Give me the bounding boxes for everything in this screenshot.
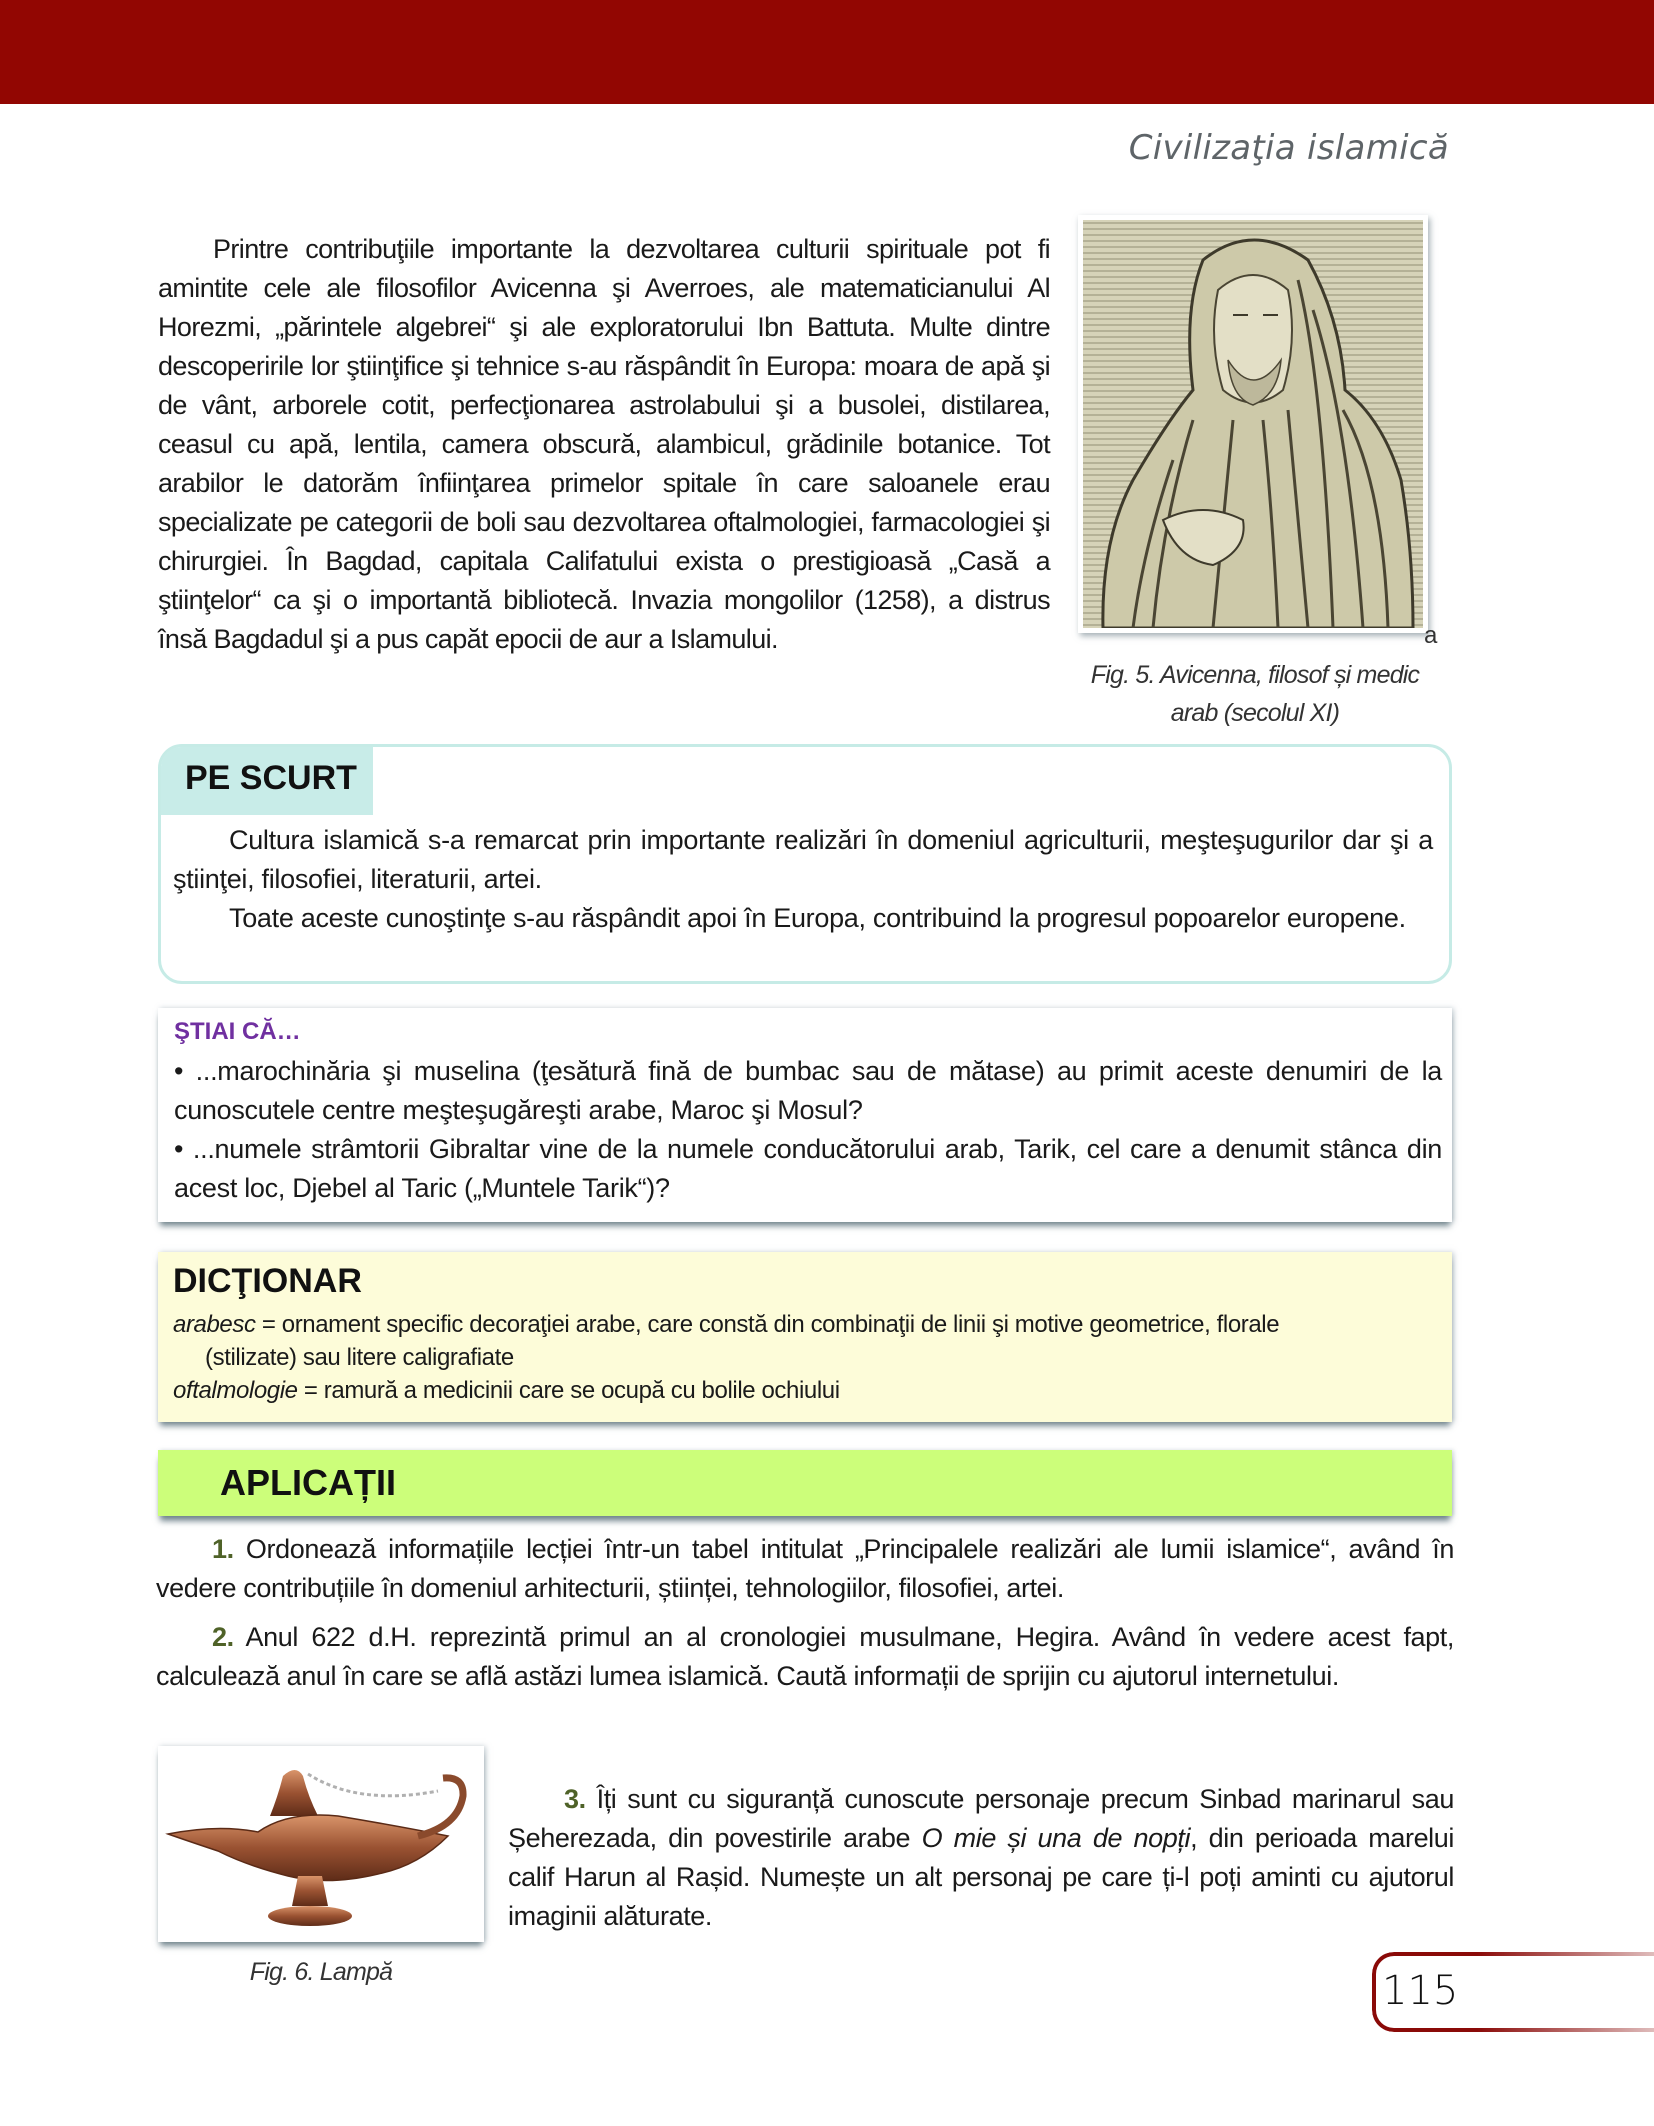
task-text: Ordonează informațiile lecției într-un tabel intitulat „Principalele realizări ale lumii islamice“, având în vedere contribuțiile în domeniul arhitecturii, științei, tehnologiilor, filosofiei, artei. (156, 1534, 1454, 1603)
intro-paragraph: Printre contribuţiile importante la dezvoltarea culturii spirituale pot fi amintite cele ale filosofilor Avicenna şi Averroes, ale matematicianului Al Horezmi, „părintele algebrei“ şi ale exploratorului Ibn Battuta. Multe dintre descoperirile lor ştiinţifice şi tehnice s-au răspândit în Europa: moara de apă şi de vânt, arborele cotit, perfecţionarea astrolabului şi a busolei, distilarea, ceasul cu apă, lentila, camera obscură, alambicul, grădinile botanice. Tot arabilor le datorăm înfiinţarea primelor spitale în care saloanele erau specializate pe categorii de boli sau dezvoltarea oftalmologiei, farmacologiei şi chirurgiei. În Bagdad, capitala Califatului exista o prestigioasă „Casă a ştiinţelor“ ca şi o importantă bibliotecă. Invazia mongolilor (1258), a distrus însă Bagdadul şi a pus capăt epocii de aur a Islamului. (158, 234, 1050, 654)
task-item (156, 1530, 1454, 1608)
avicenna-portrait-image (1083, 220, 1423, 628)
pe-scurt-box (158, 744, 1452, 984)
task-text: Îți sunt cu siguranță cunoscute personaje precum Sinbad marinarul sau Șeherezada, din povestirile arabe (508, 1784, 1454, 1853)
figure-5-caption-line2: arab (secolul XI) (1170, 699, 1340, 727)
header-bar (0, 0, 1654, 104)
task-number: 3. (564, 1784, 586, 1814)
dictionar-body (173, 1308, 1443, 1407)
task-item-3 (508, 1780, 1454, 1936)
pe-scurt-body (173, 821, 1433, 938)
page-number-box (1372, 1952, 1654, 2032)
stiai-ca-body (174, 1052, 1442, 1208)
dictionar-definition-continued: (stilizate) sau litere caligrafiate (205, 1344, 514, 1371)
pe-scurt-paragraph: Cultura islamică s-a remarcat prin importante realizări în domeniul agriculturii, meşteşugurilor dar şi a ştiinţei, filosofiei, literaturii, artei. (173, 825, 1433, 894)
task-text: , din perioada marelui calif Harun al Rașid. Numește un alt personaj pe care ți-l poți aminti cu ajutorul imaginii alăturate. (508, 1823, 1454, 1931)
figure-stray-letter: a (1424, 622, 1438, 649)
stiai-ca-box (158, 1008, 1452, 1222)
aplicatii-tasks (156, 1530, 1454, 1706)
pe-scurt-header (161, 747, 373, 815)
task-number: 1. (212, 1534, 234, 1564)
task-text: Anul 622 d.H. reprezintă primul an al cronologiei musulmane, Hegira. Având în vedere acest fapt, calculează anul în care se află astăzi lumea islamică. Caută informații de sprijin cu ajutorul internetului. (156, 1622, 1454, 1691)
pe-scurt-paragraph: Toate aceste cunoştinţe s-au răspândit apoi în Europa, contribuind la progresul popoarelor europene. (229, 903, 1406, 933)
dictionar-definition: = ramură a medicinii care se ocupă cu bolile ochiului (297, 1377, 840, 1404)
pe-scurt-title: PE SCURT (185, 759, 357, 797)
stiai-ca-item: • ...numele strâmtorii Gibraltar vine de la numele conducătorului arab, Tarik, cel care a denumit stânca din acest loc, Djebel al Taric („Muntele Tarik“)? (174, 1134, 1442, 1203)
task-item (156, 1618, 1454, 1696)
page-number: 115 (1382, 1968, 1459, 2014)
dictionar-title: DICŢIONAR (173, 1262, 362, 1300)
stiai-ca-item: • ...marochinăria şi muselina (ţesătură fină de bumbac sau de mătase) au primit aceste denumiri de la cunoscutele centre meşteşugăreşti arabe, Maroc şi Mosul? (174, 1056, 1442, 1125)
dictionar-definition: = ornament specific decoraţiei arabe, care constă din combinaţii de linii şi motive geometrice, florale (255, 1311, 1280, 1338)
dictionar-term: oftalmologie (173, 1377, 298, 1404)
task-item (508, 1780, 1454, 1936)
aplicatii-header (158, 1450, 1452, 1516)
figure-5-caption-line1: Fig. 5. Avicenna, filosof și medic (1090, 661, 1420, 689)
avicenna-portrait (1078, 215, 1428, 633)
chapter-title: Civilizaţia islamică (1128, 128, 1449, 168)
lamp-figure (158, 1746, 484, 1942)
stiai-ca-title: ŞTIAI CĂ… (174, 1018, 301, 1045)
dictionar-box (158, 1252, 1452, 1422)
dictionar-entry (173, 1374, 1443, 1407)
task-number: 2. (212, 1622, 234, 1652)
lamp-image (158, 1746, 484, 1942)
figure-5-caption (1070, 656, 1440, 732)
intro-section (158, 230, 1050, 659)
dictionar-entry (173, 1308, 1443, 1341)
book-title: O mie și una de nopți (921, 1823, 1191, 1853)
figure-6-caption: Fig. 6. Lampă (249, 1958, 393, 1986)
aplicatii-title: APLICAȚII (220, 1462, 396, 1503)
dictionar-term: arabesc (173, 1311, 256, 1338)
